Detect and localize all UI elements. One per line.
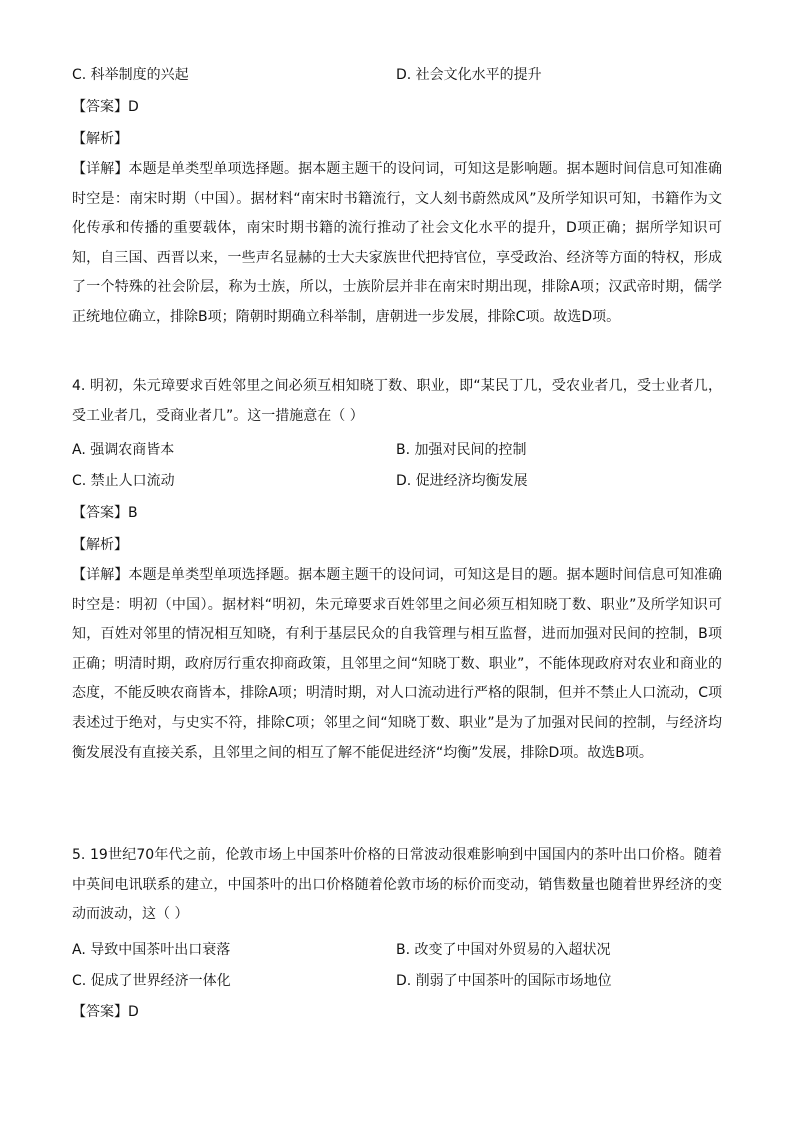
q4-option-b: B. 加强对民间的控制	[396, 442, 527, 458]
q4-option-c: C. 禁止人口流动	[72, 473, 175, 489]
q4-answer: 【答案】B	[72, 505, 138, 521]
q5-option-d: D. 削弱了中国茶叶的国际市场地位	[396, 973, 612, 989]
q5-answer: 【答案】D	[72, 1004, 139, 1020]
q5-stem: 5. 19世纪70年代之前，伦敦市场上中国茶叶价格的日常波动很难影响到中国国内的茶叶出口价格。随着中英间电讯联系的建立，中国茶叶的出口价格随着伦敦市场的标价而变动，销售数量也随着世界经济的变动而波动，这（ ）	[72, 847, 722, 923]
q4-option-d: D. 促进经济均衡发展	[396, 473, 528, 489]
q3-explanation: 【详解】本题是单类型单项选择题。据本题主题干的设问词，可知这是影响题。据本题时间信息可知准确时空是：南宋时期（中国）。据材料“南宋时书籍流行，文人刻书蔚然成风”及所学知识可知，书籍作为文化传承和传播的重要载体，南宋时期书籍的流行推动了社会文化水平的提升，D项正确；据所学知识可知，自三国、西晋以来，一些声名显赫的士大夫家族世代把持官位，享受政治、经济等方面的特权，形成了一个特殊的社会阶层，称为士族，所以，士族阶层并非在南宋时期出现，排除A项；汉武帝时期，儒学正统地位确立，排除B项；隋朝时期确立科举制，唐朝进一步发展，排除C项。故选D项。	[72, 161, 722, 325]
q4-option-a: A. 强调农商皆本	[72, 442, 175, 458]
q5-option-b: B. 改变了中国对外贸易的入超状况	[396, 942, 611, 958]
q3-answer: 【答案】D	[72, 99, 139, 115]
q3-option-c: C. 科举制度的兴起	[72, 67, 189, 83]
q3-analysis-label: 【解析】	[72, 131, 128, 147]
q5-option-a: A. 导致中国茶叶出口衰落	[72, 942, 231, 958]
q4-stem: 4. 明初，朱元璋要求百姓邻里之间必须互相知晓丁数、职业，即“某民丁几，受农业者几，受士业者几，受工业者几，受商业者几”。这一措施意在（ ）	[72, 378, 722, 424]
q3-option-d: D. 社会文化水平的提升	[396, 67, 542, 83]
q4-explanation: 【详解】本题是单类型单项选择题。据本题主题干的设问词，可知这是目的题。据本题时间信息可知准确时空是：明初（中国）。据材料“明初，朱元璋要求百姓邻里之间必须互相知晓丁数、职业”及所学知识可知，百姓对邻里的情况相互知晓，有利于基层民众的自我管理与相互监督，进而加强对民间的控制，B项正确；明清时期，政府厉行重农抑商政策，且邻里之间“知晓丁数、职业”，不能体现政府对农业和商业的态度，不能反映农商皆本，排除A项；明清时期，对人口流动进行严格的限制，但并不禁止人口流动，C项表述过于绝对，与史实不符，排除C项；邻里之间“知晓丁数、职业”是为了加强对民间的控制，与经济均衡发展没有直接关系，且邻里之间的相互了解不能促进经济“均衡”发展，排除D项。故选B项。	[72, 567, 722, 761]
q5-option-c: C. 促成了世界经济一体化	[72, 973, 231, 989]
q4-analysis-label: 【解析】	[72, 537, 128, 553]
